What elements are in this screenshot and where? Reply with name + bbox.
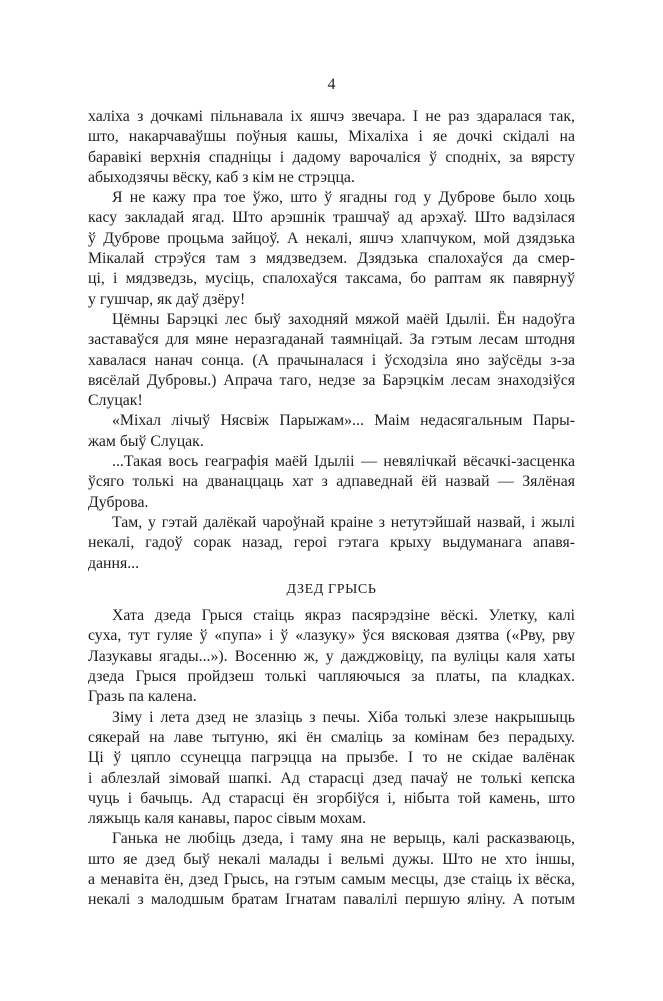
text-line: дзеда Грыся пройдзеш толькі чапляючыся за платы, па кладках. — [88, 668, 575, 686]
text-line: а менавіта ён, дзед Грысь, на гэтым самым месцы, дзе стаіць іх вёска, — [88, 870, 575, 888]
text-line: некалі з малодшым братам Ігнатам павалілі першую яліну. А потым — [88, 891, 575, 909]
text-line: Зіму і лета дзед не злазіць з печы. Хіба толькі злезе накрышыць — [112, 708, 575, 726]
text-line: Слуцак! — [88, 392, 143, 410]
text-line: ці, і мядзведзь, мусіць, спалохаўся таксама, бо раптам як павярнуў — [88, 270, 575, 288]
text-line: Я не кажу пра тое ўжо, што ў ягадны год у Дуброве было хоць — [112, 189, 575, 207]
paragraph — [88, 829, 575, 910]
text-line: жам быў Слуцак. — [88, 432, 204, 450]
text-line: Хата дзеда Грыся стаіць якраз пасярэдзіне вёскі. Улетку, калі — [112, 607, 575, 625]
text-line: суха, тут гуляе ў «пупа» і ў «лазуку» ўся вясковая дзятва («Рву, рву — [88, 627, 575, 645]
text-line: у гушчар, як даў дзёру! — [88, 290, 246, 308]
paragraph — [88, 188, 575, 310]
text-line: ў Дуброве процьма зайцоў. А некалі, яшчэ хлапчуком, мой дзядзька — [88, 229, 575, 247]
text-block — [88, 107, 575, 911]
text-line: Гразь па калена. — [88, 688, 197, 706]
text-line: «Міхал лічыў Нясвіж Парыжам»... Маім недасягальным Пары- — [112, 412, 575, 430]
text-line: дання... — [88, 554, 140, 572]
text-line: баравікі верхнія спадніцы і дадому варочаліся ў сподніх, за вярсту — [88, 148, 575, 166]
text-line: Мікалай стрэўся там з мядзведзем. Дзядзька спалохаўся да смер- — [88, 250, 575, 268]
text-line: абыходзячы вёску, каб з кім не стрэцца. — [88, 168, 355, 186]
page-number: 4 — [327, 76, 336, 93]
text-line: Ганька не любіць дзеда, і таму яна не верыць, калі расказваюць, — [112, 830, 575, 848]
text-line: касу закладай ягад. Што арэшнік трашчаў ад арэхаў. Што вадзілася — [88, 209, 575, 227]
text-line: Ці ў цяпло ссунецца пагрэцца на прызбе. І то не скідае валёнак — [88, 749, 575, 767]
text-line: сякерай на лаве тытуню, які ён смаліць за комінам без перадыху. — [88, 728, 575, 746]
text-line: што яе дзед быў некалі малады і вельмі дужы. Што не хто іншы, — [88, 850, 575, 868]
text-line: Там, у гэтай далёкай чароўнай краіне з нетутэйшай назвай, і жылі — [112, 513, 575, 531]
text-line: хавалася нанач сонца. (А прачыналася і ўсходзіла яно заўсёды з-за — [88, 351, 575, 369]
text-line: халіха з дочкамі пільнавала іх яшчэ звечара. І не раз здаралася так, — [88, 108, 575, 125]
text-line: Лазукавы ягады...»). Восенню ж, у дажджовіцу, па вуліцы каля хаты — [88, 647, 575, 665]
paragraph — [88, 708, 575, 830]
text-line: што, накарчаваўшы поўныя кашы, Міхаліха і яе дочкі скідалі на — [88, 128, 575, 146]
paragraph — [88, 411, 575, 452]
text-line: Дуброва. — [88, 493, 149, 511]
paragraph — [88, 452, 575, 513]
text-line: заставаўся для мяне неразгаданай таямніцай. За гэтым лесам штодня — [88, 331, 575, 349]
text-line: ўсяго толькі на дванаццаць хат з адпаведнай ёй назвай — Зялёная — [88, 473, 575, 491]
text-line: ляжыць каля канавы, парос сівым мохам. — [88, 810, 367, 828]
section-heading: ДЗЕД ГРЫСЬ — [286, 581, 377, 597]
paragraph — [88, 606, 575, 707]
text-line: і аблезлай зімовай шапкі. Ад старасці дзед пачаў не толькі кепска — [88, 769, 575, 787]
text-line: вясёлай Дубровы.) Апрача таго, недзе за Барэцкім лесам знаходзіўся — [88, 371, 575, 389]
paragraph — [88, 513, 575, 574]
text-line: некалі, гадоў сорак назад, героі гэтага крыху выдуманага апавя- — [88, 534, 575, 552]
paragraph — [88, 107, 575, 188]
text-line: чуць і бачыць. Ад старасці ён згорбіўся і, нібыта той камень, што — [88, 789, 575, 807]
text-line: ...Такая вось геаграфія маёй Ідыліі — невялічкай вёсачкі-засценка — [112, 453, 575, 471]
paragraph — [88, 310, 575, 411]
text-line: Цёмны Барэцкі лес быў заходняй мяжой маёй Ідыліі. Ён надоўга — [112, 310, 575, 328]
